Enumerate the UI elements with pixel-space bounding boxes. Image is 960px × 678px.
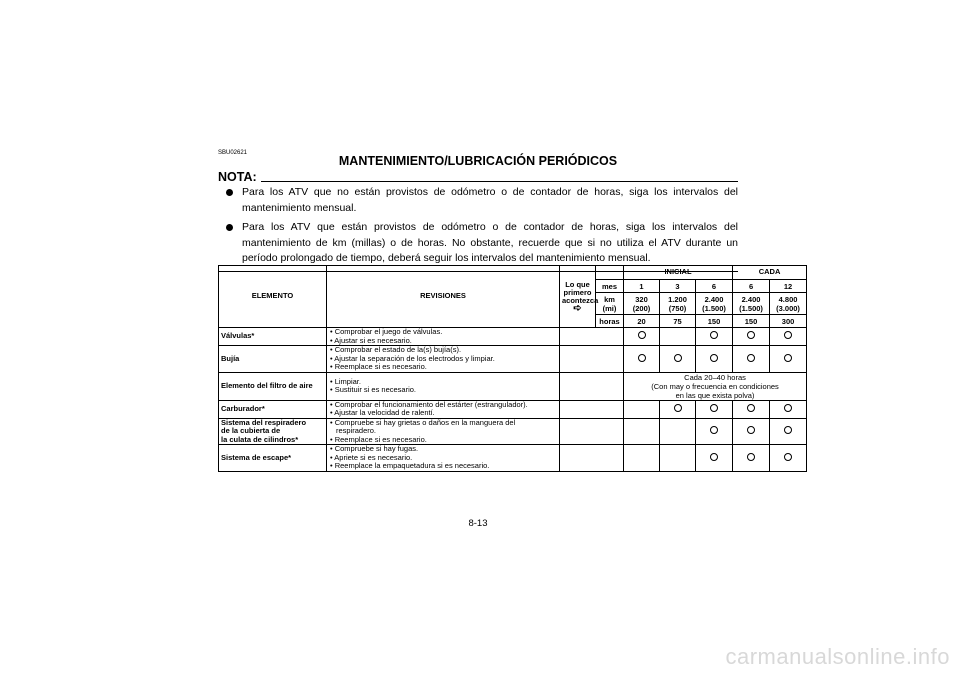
check-circle-icon: [710, 404, 718, 412]
bullet-icon: [226, 189, 233, 196]
check-circle-icon: [784, 453, 792, 461]
check-circle-icon: [784, 404, 792, 412]
check-circle-icon: [784, 331, 792, 339]
revision-list: [327, 328, 560, 346]
bullet-icon: •: [330, 376, 335, 386]
interval-cell: [696, 400, 733, 418]
note-bullets: [218, 185, 738, 267]
interval-cell: [770, 418, 807, 445]
check-circle-icon: [674, 354, 682, 362]
empty-cell: [560, 445, 624, 472]
revision-text: Compruebe si hay grietas o daños en la manguera del respiradero.: [334, 417, 516, 435]
bullet-icon: •: [330, 353, 335, 363]
table-row: [219, 445, 807, 472]
interval-value: 1.200 (750): [660, 293, 696, 315]
check-circle-icon: [747, 426, 755, 434]
unit-label: km (mi): [596, 293, 624, 315]
interval-cell: [660, 346, 696, 373]
check-circle-icon: [710, 331, 718, 339]
interval-cell: [624, 346, 660, 373]
interval-value: 300: [770, 315, 807, 328]
interval-cell: [660, 445, 696, 472]
revision-text: Sustituir si es necesario.: [334, 385, 417, 394]
revision-list: [327, 400, 560, 418]
bullet-icon: [226, 224, 233, 231]
table-row: [219, 346, 807, 373]
note-bullet-text: Para los ATV que no están provistos de odómetro o de contador de horas, siga los intervalos del mantenimiento mensual.: [242, 186, 738, 214]
check-circle-icon: [784, 426, 792, 434]
bullet-icon: •: [330, 345, 335, 354]
bullet-icon: •: [330, 452, 335, 462]
header-unit-spacer: [596, 266, 624, 280]
interval-cell: [660, 418, 696, 445]
interval-value: 150: [733, 315, 770, 328]
note-label: NOTA:: [218, 170, 257, 184]
interval-value: 150: [696, 315, 733, 328]
interval-value: 12: [770, 280, 807, 293]
interval-value: 320 (200): [624, 293, 660, 315]
unit-label: mes: [596, 280, 624, 293]
header-inicial: INICIAL: [624, 266, 733, 280]
table-row: [219, 372, 807, 400]
revision-list: [327, 372, 560, 400]
check-circle-icon: [638, 331, 646, 339]
empty-cell: [560, 400, 624, 418]
table-row: [219, 418, 807, 445]
page-number: 8-13: [468, 518, 488, 529]
revision-text: Limpiar.: [334, 376, 361, 386]
interval-cell: [624, 445, 660, 472]
bullet-icon: •: [330, 461, 335, 470]
check-circle-icon: [710, 354, 718, 362]
interval-cell: [770, 445, 807, 472]
interval-cell: [733, 445, 770, 472]
header-revisiones: REVISIONES: [327, 266, 560, 328]
note-bullet-text: Para los ATV que están provistos de odómetro o de contador de horas, siga los intervalos del mantenimiento de km (millas) o de horas. No obstante, recuerde que si no utiliza el ATV durante un período prolongado de tiempo, deberá seguir los intervalos del mantenimiento mensual.: [242, 221, 738, 264]
interval-cell: [770, 400, 807, 418]
interval-cell: [733, 328, 770, 346]
interval-cell: [696, 346, 733, 373]
bullet-icon: •: [330, 335, 335, 345]
table-row: [219, 328, 807, 346]
interval-cell: [733, 418, 770, 445]
element-name: Elemento del filtro de aire: [219, 372, 327, 400]
interval-value: 75: [660, 315, 696, 328]
unit-label: horas: [596, 315, 624, 328]
empty-cell: [560, 418, 624, 445]
check-circle-icon: [674, 404, 682, 412]
interval-cell: [624, 328, 660, 346]
interval-value: 4.800 (3.000): [770, 293, 807, 315]
interval-cell: [660, 400, 696, 418]
empty-cell: [560, 346, 624, 373]
note-bullet: [218, 220, 738, 267]
interval-cell: [624, 400, 660, 418]
revision-item: [329, 419, 557, 436]
revision-text: Comprobar el juego de válvulas.: [334, 327, 443, 336]
header-elemento: ELEMENTO: [219, 266, 327, 328]
interval-cell: [733, 346, 770, 373]
interval-value: 2.400 (1.500): [733, 293, 770, 315]
interval-value: 20: [624, 315, 660, 328]
check-circle-icon: [784, 354, 792, 362]
interval-cell: [733, 400, 770, 418]
revision-list: [327, 418, 560, 445]
interval-cell: [696, 328, 733, 346]
revision-text: Comprobar el estado de la(s) bujía(s).: [334, 345, 462, 354]
bullet-icon: •: [330, 444, 335, 453]
element-name: Sistema de escape*: [219, 445, 327, 472]
revision-item: [329, 363, 557, 372]
header-first-occurs: [560, 266, 599, 328]
document-code: SBU02621: [218, 150, 248, 156]
arrow-right-icon: ➪: [573, 302, 582, 314]
page-title: MANTENIMIENTO/LUBRICACIÓN PERIÓDICOS: [338, 154, 618, 168]
header-cada: CADA: [733, 266, 807, 280]
note-rule: [261, 181, 738, 182]
note-section: [218, 171, 738, 272]
maintenance-table: [218, 265, 807, 472]
check-circle-icon: [710, 426, 718, 434]
revision-text: Reemplace si es necesario.: [334, 434, 427, 444]
interval-cell: [696, 445, 733, 472]
revision-item: [329, 436, 557, 445]
check-circle-icon: [747, 404, 755, 412]
note-header: [218, 171, 738, 184]
element-name: Sistema del respiradero de la cubierta de la culata de cilindros*: [219, 418, 327, 445]
empty-cell: [560, 372, 624, 400]
element-name: Carburador*: [219, 400, 327, 418]
revision-text: Compruebe si hay fugas.: [334, 444, 419, 453]
check-circle-icon: [747, 331, 755, 339]
interval-note: Cada 20–40 horas (Con may o frecuencia en condiciones en las que exista polva): [624, 372, 807, 400]
bullet-icon: •: [330, 434, 335, 444]
revision-item: [329, 462, 557, 471]
interval-cell: [770, 346, 807, 373]
element-name: Válvulas*: [219, 328, 327, 346]
header-first-occurs-label: Lo que primero acontezca: [562, 279, 599, 305]
bullet-icon: •: [330, 408, 335, 417]
check-circle-icon: [747, 453, 755, 461]
interval-value: 2.400 (1.500): [696, 293, 733, 315]
bullet-icon: •: [330, 417, 335, 427]
bullet-icon: •: [330, 399, 335, 409]
bullet-icon: •: [330, 327, 335, 336]
bullet-icon: •: [330, 385, 335, 394]
interval-cell: [696, 418, 733, 445]
interval-cell: [624, 418, 660, 445]
interval-value: 6: [696, 280, 733, 293]
interval-cell: [660, 328, 696, 346]
check-circle-icon: [747, 354, 755, 362]
revision-text: Apriete si es necesario.: [334, 452, 413, 462]
check-circle-icon: [638, 354, 646, 362]
revision-list: [327, 346, 560, 373]
interval-value: 6: [733, 280, 770, 293]
check-circle-icon: [710, 453, 718, 461]
watermark: carmanualsonline.info: [725, 644, 950, 669]
revision-item: [329, 337, 557, 346]
revision-text: Ajustar la separación de los electrodos y limpiar.: [334, 353, 495, 363]
revision-item: [329, 386, 557, 395]
interval-value: 3: [660, 280, 696, 293]
table-row: [219, 400, 807, 418]
revision-list: [327, 445, 560, 472]
revision-text: Reemplace la empaquetadura si es necesario.: [334, 461, 490, 470]
revision-text: Ajustar si es necesario.: [334, 335, 412, 345]
empty-cell: [560, 328, 624, 346]
table-header-row: [219, 266, 807, 280]
revision-item: [329, 409, 557, 418]
interval-value: 1: [624, 280, 660, 293]
element-name: Bujía: [219, 346, 327, 373]
note-bullet: [218, 185, 738, 216]
revision-text: Ajustar la velocidad de ralentí.: [334, 408, 435, 417]
revision-text: Comprobar el funcionamiento del estárter (estrangulador).: [334, 399, 528, 409]
revision-text: Reemplace si es necesario.: [334, 362, 427, 371]
bullet-icon: •: [330, 362, 335, 371]
interval-cell: [770, 328, 807, 346]
